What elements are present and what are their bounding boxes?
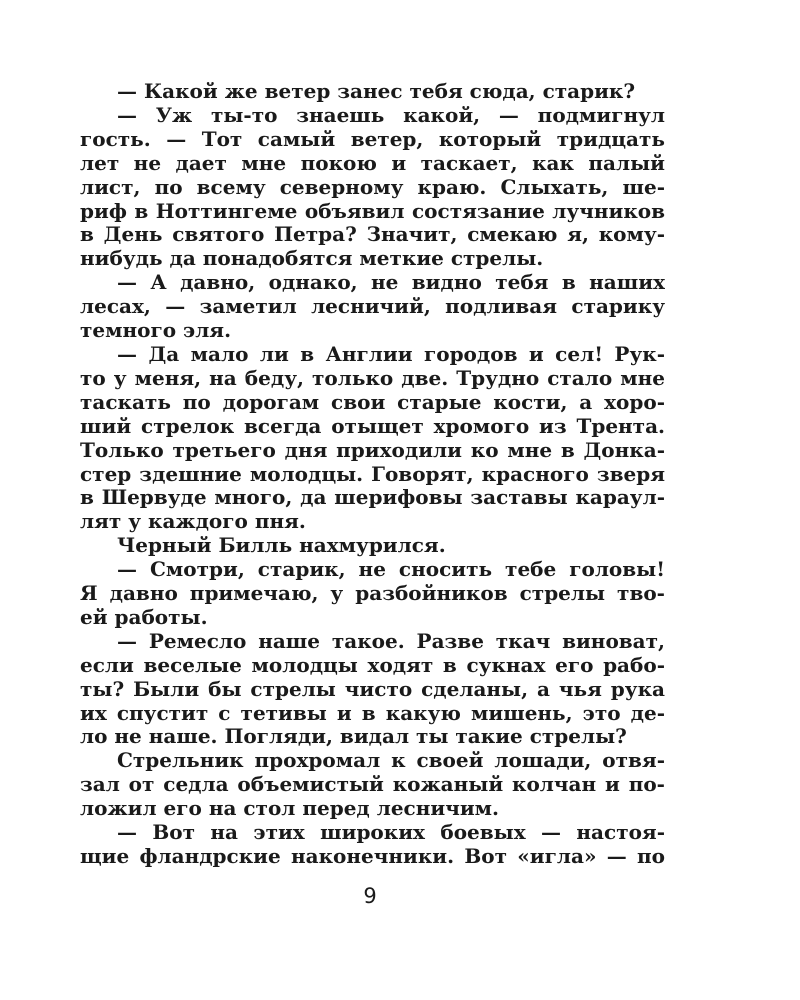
text-line: зал от седла объемистый кожаный колчан и по- — [80, 773, 665, 797]
text-line: — Смотри, старик, не сносить тебе головы! — [117, 558, 665, 582]
text-line: — А давно, однако, не видно тебя в наших — [117, 271, 665, 295]
text-line: ложил его на стол перед лесничим. — [80, 797, 500, 821]
text-line: риф в Ноттингеме объявил состязание лучников — [80, 199, 665, 223]
text-line: в Шервуде много, да шерифовы заставы караул- — [80, 486, 665, 510]
text-line: — Какой же ветер занес тебя сюда, старик? — [117, 80, 636, 103]
text-line: в День святого Петра? Значит, смекаю я, кому- — [80, 223, 665, 247]
text-line: ший стрелок всегда отыщет хромого из Трента. — [80, 414, 665, 438]
text-line: Черный Билль нахмурился. — [117, 534, 446, 558]
text-line: то у меня, на беду, только две. Трудно стало мне — [80, 366, 665, 390]
text-line: — Уж ты-то знаешь какой, — подмигнул — [117, 103, 665, 127]
page-number: 9 — [363, 884, 377, 908]
text-line: Стрельник прохромал к своей лошади, отвя- — [117, 749, 665, 773]
text-line: ей работы. — [80, 605, 208, 629]
text-line: лят у каждого пня. — [80, 510, 306, 534]
text-line: ло не наше. Погляди, видал ты такие стрелы? — [80, 725, 627, 749]
text-line: если веселые молодцы ходят в сукнах его рабо- — [80, 653, 665, 677]
text-line: — Ремесло наше такое. Разве ткач виноват, — [117, 629, 665, 653]
text-line: нибудь да понадобятся меткие стрелы. — [80, 247, 544, 271]
text-line: их спустит с тетивы и в какую мишень, это де- — [80, 701, 665, 725]
text-line: таскать по дорогам свои старые кости, а хоро- — [80, 390, 665, 414]
text-line: — Вот на этих широких боевых — настоя- — [117, 821, 665, 845]
text-line: лист, по всему северному краю. Слыхать, ше- — [80, 175, 665, 199]
text-line: Только третьего дня приходили ко мне в Донка- — [80, 438, 665, 462]
text-line: щие фландрские наконечники. Вот «игла» — по — [80, 845, 665, 868]
page-body — [80, 80, 665, 869]
text-line: лесах, — заметил лесничий, подливая старику — [80, 295, 665, 319]
text-line: — Да мало ли в Англии городов и сел! Рук- — [117, 342, 665, 366]
text-line: ты? Были бы стрелы чисто сделаны, а чья рука — [80, 677, 665, 701]
text-line: Я давно примечаю, у разбойников стрелы тво- — [80, 582, 665, 606]
text-line: стер здешние молодцы. Говорят, красного зверя — [80, 462, 665, 486]
text-line: гость. — Тот самый ветер, который тридцать — [80, 127, 665, 151]
text-line: лет не дает мне покою и таскает, как палый — [80, 151, 665, 175]
text-line: темного эля. — [80, 319, 232, 343]
